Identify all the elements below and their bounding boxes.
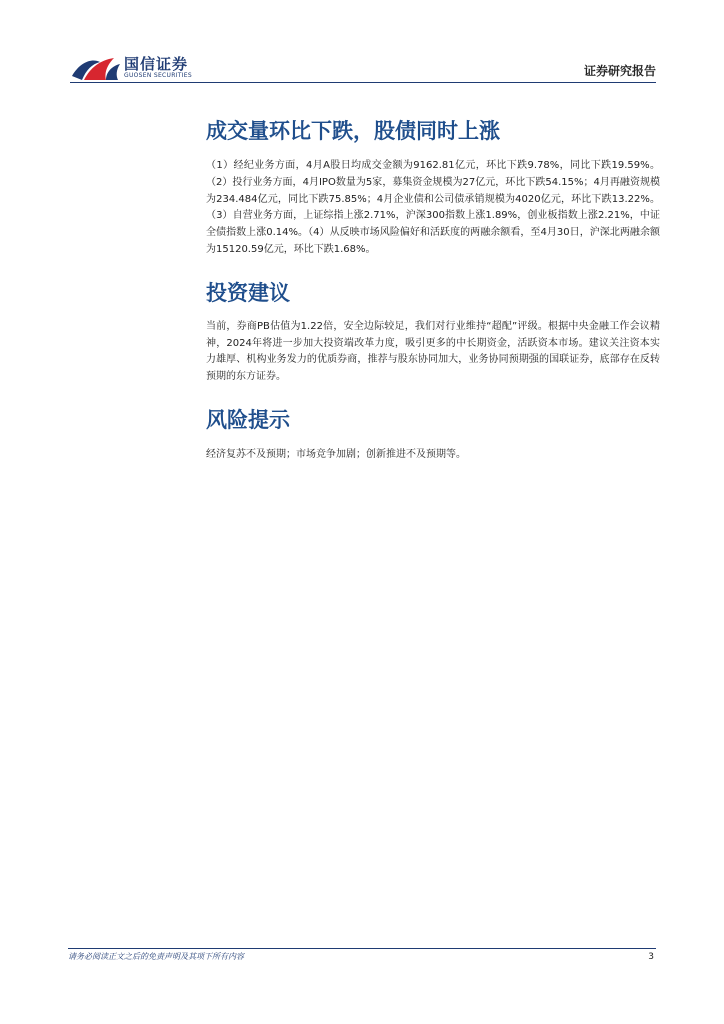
header-divider bbox=[70, 82, 656, 83]
guosen-logo-mark-icon bbox=[70, 52, 122, 84]
page-header bbox=[0, 0, 724, 90]
report-type-label: 证券研究报告 bbox=[583, 64, 656, 78]
section-title-investment-advice: 投资建议 bbox=[206, 280, 290, 305]
guosen-logo bbox=[70, 52, 210, 84]
report-content bbox=[206, 108, 660, 464]
section-title-volume-decline: 成交量环比下跌，股债同时上涨 bbox=[206, 119, 500, 143]
section-body-volume-decline: （1）经纪业务方面，4月A股日均成交金额为9162.81亿元，环比下跌9.78%，同比下跌19.59%。（2）投行业务方面，4月IPO数量为5家，募集资金规模为27亿元，环比下跌54.15%；4月再融资规模为234.484亿元，同比下跌75.85%；4月企业债和公司债承销规模为4020亿元，环比下跌13.22%。（3）自营业务方面，上证综指上涨2.71%，沪深300指数上涨1.89%，创业板指数上涨2.21%，中证全债指数上涨0.14%。（4）从反映市场风险偏好和活跃度的两融余额看，至4月30日，沪深北两融余额为15120.59亿元，环比下跌1.68%。 bbox=[206, 160, 660, 255]
section-body-investment-advice: 当前，券商PB估值为1.22倍，安全边际较足，我们对行业维持“超配”评级。根据中央金融工作会议精神，2024年将进一步加大投资端改革力度，吸引更多的中长期资金，活跃资本市场。建议关注资本实力雄厚、机构业务发力的优质券商，推荐与股东协同加大，业务协同预期强的国联证券，底部存在反转预期的东方证券。 bbox=[206, 320, 660, 383]
page-number: 3 bbox=[648, 952, 654, 962]
section-body-risk-warning: 经济复苏不及预期；市场竞争加剧；创新推进不及预期等。 bbox=[206, 448, 466, 460]
section-title-risk-warning: 风险提示 bbox=[206, 407, 290, 432]
footer-divider bbox=[68, 948, 656, 949]
logo-english-name: GUOSEN SECURITIES bbox=[124, 72, 193, 79]
footer-disclaimer: 请务必阅读正文之后的免责声明及其项下所有内容 bbox=[68, 952, 244, 961]
logo-chinese-name: 国信证券 bbox=[124, 55, 189, 73]
